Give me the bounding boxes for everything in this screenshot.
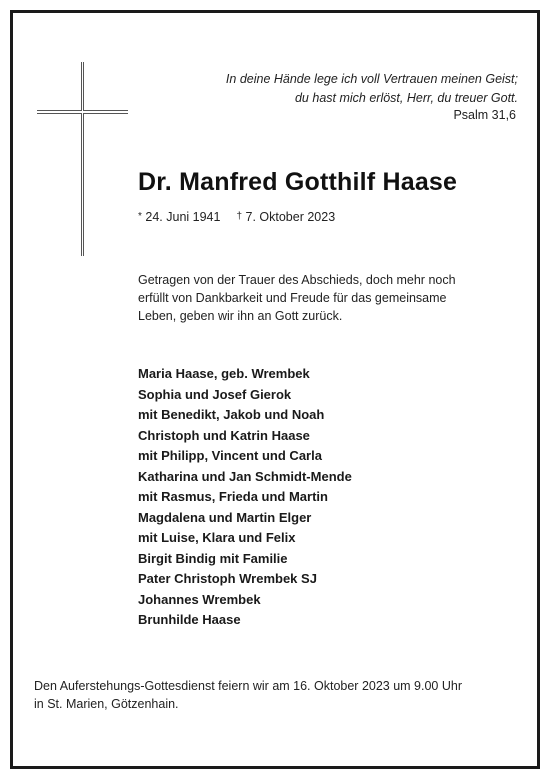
service-announcement bbox=[34, 677, 524, 713]
cross-intersection bbox=[82, 110, 83, 114]
mourner-entry: Pater Christoph Wrembek SJ bbox=[138, 571, 317, 586]
mourner-entry: Brunhilde Haase bbox=[138, 612, 241, 627]
birth-date-text: 24. Juni 1941 bbox=[145, 210, 221, 224]
intro-line: erfüllt von Dankbarkeit und Freude für das gemeinsame bbox=[138, 291, 447, 305]
mourner-entry: Sophia und Josef Gierok bbox=[138, 386, 292, 402]
death-date-text: 7. Oktober 2023 bbox=[245, 210, 336, 224]
mourners-list bbox=[138, 364, 352, 631]
service-line: in St. Marien, Götzenhain. bbox=[34, 697, 179, 711]
mourner-entry: Maria Haase, geb. Wrembek bbox=[138, 366, 310, 381]
intro-text bbox=[138, 271, 528, 325]
mourner-entry: Birgit Bindig mit Familie bbox=[138, 550, 288, 566]
cross-vertical-beam bbox=[81, 62, 84, 256]
mourner-entry: Christoph und Katrin Haase bbox=[138, 427, 310, 443]
mourner-entry: Magdalena und Martin Elger bbox=[138, 509, 312, 525]
mourner-entry: mit Luise, Klara und Felix bbox=[138, 530, 296, 545]
mourner-entry: mit Benedikt, Jakob und Noah bbox=[138, 407, 325, 422]
life-dates bbox=[138, 210, 335, 224]
bible-verse-line: In deine Hände lege ich voll Vertrauen meinen Geist; bbox=[225, 72, 518, 86]
intro-line: Leben, geben wir ihn an Gott zurück. bbox=[138, 309, 343, 323]
birth-star-icon: * bbox=[138, 211, 142, 222]
mourner-entry: Johannes Wrembek bbox=[138, 591, 261, 607]
mourner-entry: mit Rasmus, Frieda und Martin bbox=[138, 489, 328, 504]
intro-line: Getragen von der Trauer des Abschieds, doch mehr noch bbox=[138, 273, 456, 287]
birth-date bbox=[138, 210, 220, 224]
service-line: Den Auferstehungs-Gottesdienst feiern wir am 16. Oktober 2023 um 9.00 Uhr bbox=[34, 679, 463, 693]
mourner-entry: Katharina und Jan Schmidt-Mende bbox=[138, 468, 352, 484]
mourner-entry: mit Philipp, Vincent und Carla bbox=[138, 448, 322, 463]
death-date bbox=[236, 210, 335, 224]
bible-verse bbox=[160, 70, 518, 108]
bible-verse-source: Psalm 31,6 bbox=[453, 108, 516, 122]
death-cross-icon: † bbox=[236, 211, 243, 222]
bible-verse-line: du hast mich erlöst, Herr, du treuer Gott. bbox=[294, 91, 518, 105]
deceased-name: Dr. Manfred Gotthilf Haase bbox=[138, 168, 458, 196]
